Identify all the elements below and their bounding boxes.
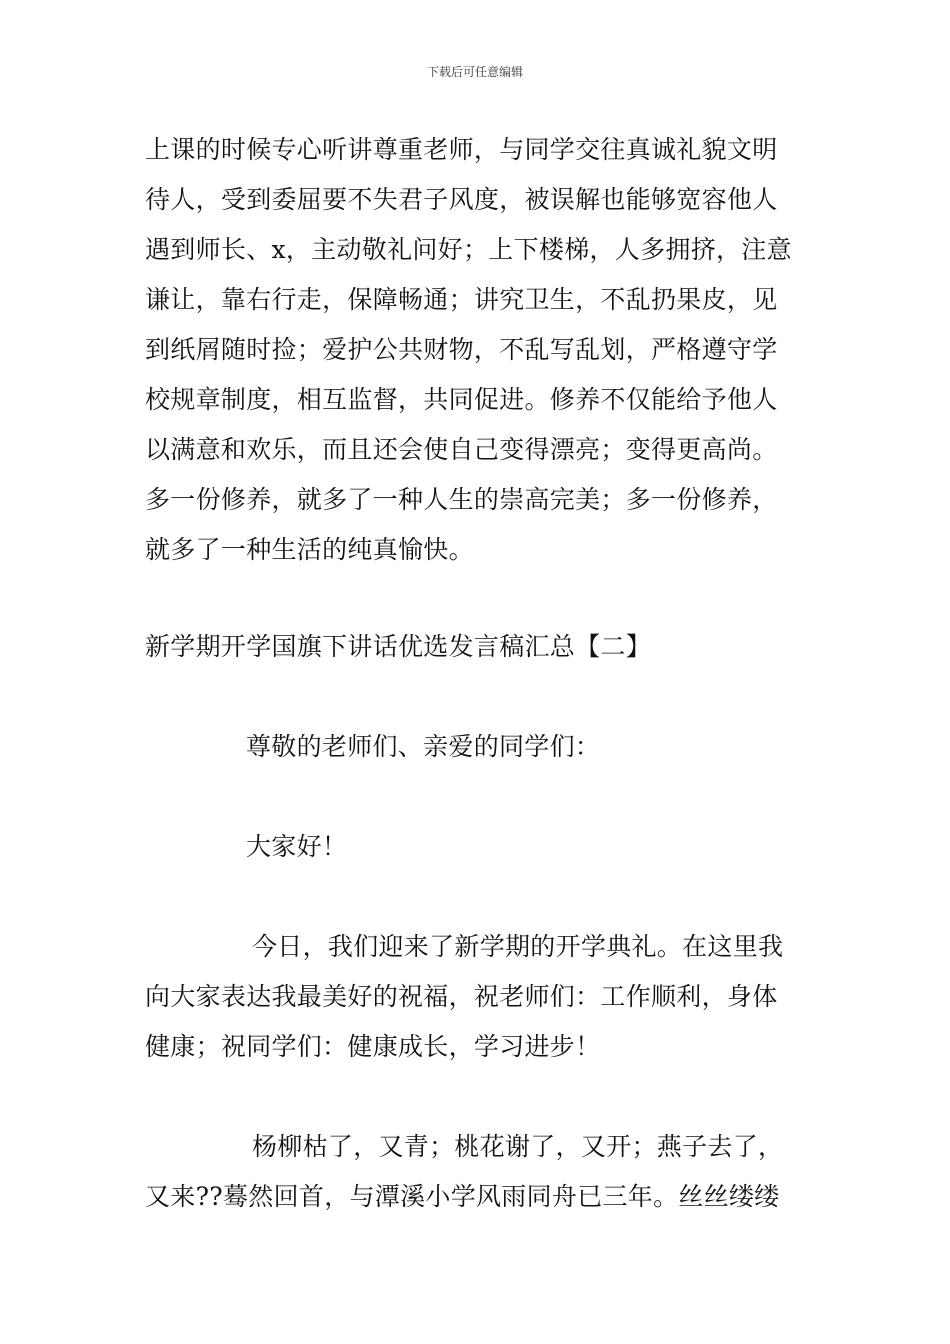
page-header-note: 下载后可任意编辑 bbox=[426, 65, 523, 79]
greeting: 大家好！ bbox=[246, 832, 348, 861]
text-line: 向大家表达我最美好的祝福，祝老师们：工作顺利，身体 bbox=[145, 982, 778, 1011]
text-line: 谦让，靠右行走，保障畅通；讲究卫生，不乱扔果皮，见 bbox=[145, 285, 778, 314]
text-line: 杨柳枯了，又青；桃花谢了，又开；燕子去了， bbox=[252, 1132, 784, 1161]
text-line: 今日，我们迎来了新学期的开学典礼。在这里我 bbox=[252, 932, 784, 961]
text-line: 就多了一种生活的纯真愉快。 bbox=[145, 535, 474, 564]
text-line: 上课的时候专心听讲尊重老师，与同学交往真诚礼貌文明 bbox=[145, 135, 778, 164]
text-line: 多一份修养，就多了一种人生的崇高完美；多一份修养， bbox=[145, 485, 778, 514]
salutation: 尊敬的老师们、亲爱的同学们： bbox=[246, 732, 601, 761]
section-title: 新学期开学国旗下讲话优选发言稿汇总【二】 bbox=[145, 632, 652, 661]
text-line: 到纸屑随时捡；爱护公共财物，不乱写乱划，严格遵守学 bbox=[145, 335, 778, 364]
text-line: 校规章制度，相互监督，共同促进。修养不仅能给予他人 bbox=[145, 385, 778, 414]
text-line: 遇到师长、x，主动敬礼问好；上下楼梯，人多拥挤，注意 bbox=[145, 235, 792, 264]
text-line: 健康；祝同学们：健康成长，学习进步！ bbox=[145, 1032, 601, 1061]
text-line: 待人，受到委屈要不失君子风度，被误解也能够宽容他人 bbox=[145, 185, 778, 214]
text-line: 以满意和欢乐，而且还会使自己变得漂亮；变得更高尚。 bbox=[145, 435, 778, 464]
text-line: 又来??蓦然回首，与潭溪小学风雨同舟已三年。丝丝缕缕 bbox=[145, 1182, 780, 1211]
